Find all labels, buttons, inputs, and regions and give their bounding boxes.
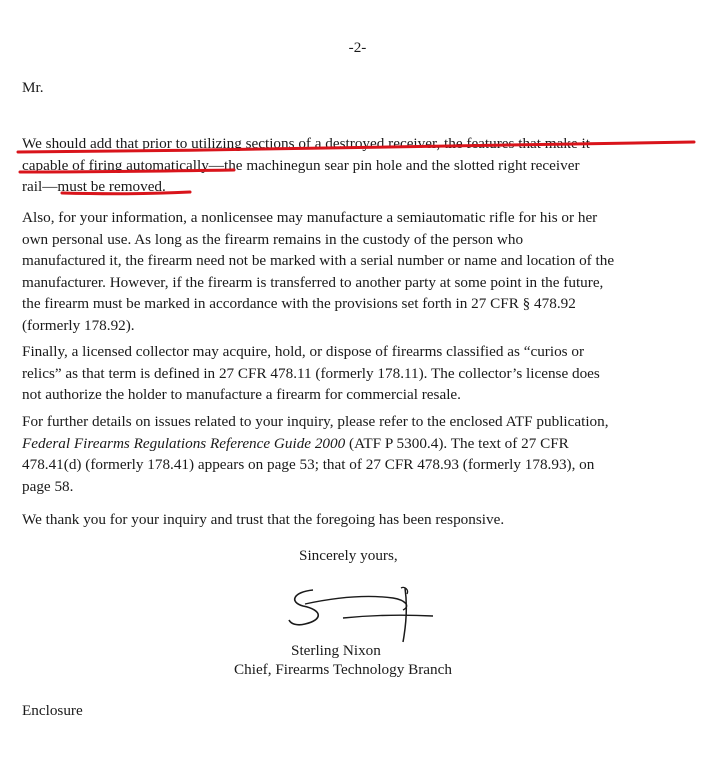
signer-title: Chief, Firearms Technology Branch — [234, 661, 452, 678]
paragraph-licensed-collector — [22, 341, 712, 406]
text-fragment: (ATF P 5300.4). The text of 27 CFR — [345, 434, 569, 452]
text-line: the firearm must be marked in accordance with the provisions set forth in 27 CFR § 478.92 — [22, 295, 576, 312]
text-line: not authorize the holder to manufacture a firearm for commercial resale. — [22, 386, 461, 403]
text-line: relics” as that term is defined in 27 CFR 478.11 (formerly 178.11). The collector’s license does — [22, 364, 600, 382]
text-line — [22, 433, 712, 455]
text-line: manufactured it, the firearm need not be marked with a serial number or name and location of the — [22, 252, 615, 269]
text-line: capable of firing automatically—the machinegun sear pin hole and the slotted right receiver — [22, 156, 580, 174]
text-line: For further details on issues related to your inquiry, please refer to the enclosed ATF publication, — [22, 413, 609, 430]
text-line: We should add that prior to utilizing sections of a destroyed receiver, the features that make it — [22, 135, 590, 152]
closing: Sincerely yours, — [299, 547, 398, 564]
enclosure-note: Enclosure — [22, 702, 83, 719]
publication-title: Federal Firearms Regulations Reference Guide 2000 — [22, 434, 346, 452]
text-line: own personal use. As long as the firearm remains in the custody of the person who — [22, 230, 524, 248]
signer-name: Sterling Nixon — [291, 642, 381, 659]
text-line: manufacturer. However, if the firearm is transferred to another party at some point in the future, — [22, 273, 604, 291]
page-number: -2- — [348, 39, 367, 56]
text-line: rail—must be removed. — [22, 178, 166, 195]
paragraph-nonlicensee — [22, 207, 712, 336]
paragraph-thanks — [22, 509, 712, 531]
handwritten-signature — [283, 580, 443, 645]
text-line: Also, for your information, a nonlicensee may manufacture a semiautomatic rifle for his or her — [22, 209, 598, 226]
salutation: Mr. — [22, 79, 44, 96]
text-line: Finally, a licensed collector may acquire, hold, or dispose of firearms classified as “curios or — [22, 343, 585, 360]
text-line: 478.41(d) (formerly 178.41) appears on page 53; that of 27 CFR 478.93 (formerly 178.93), on — [22, 456, 595, 473]
paragraph-further-details — [22, 411, 712, 497]
text-line: We thank you for your inquiry and trust that the foregoing has been responsive. — [22, 511, 505, 528]
text-line: page 58. — [22, 477, 74, 495]
paragraph-destroyed-receiver — [22, 133, 712, 198]
text-line: (formerly 178.92). — [22, 316, 135, 334]
